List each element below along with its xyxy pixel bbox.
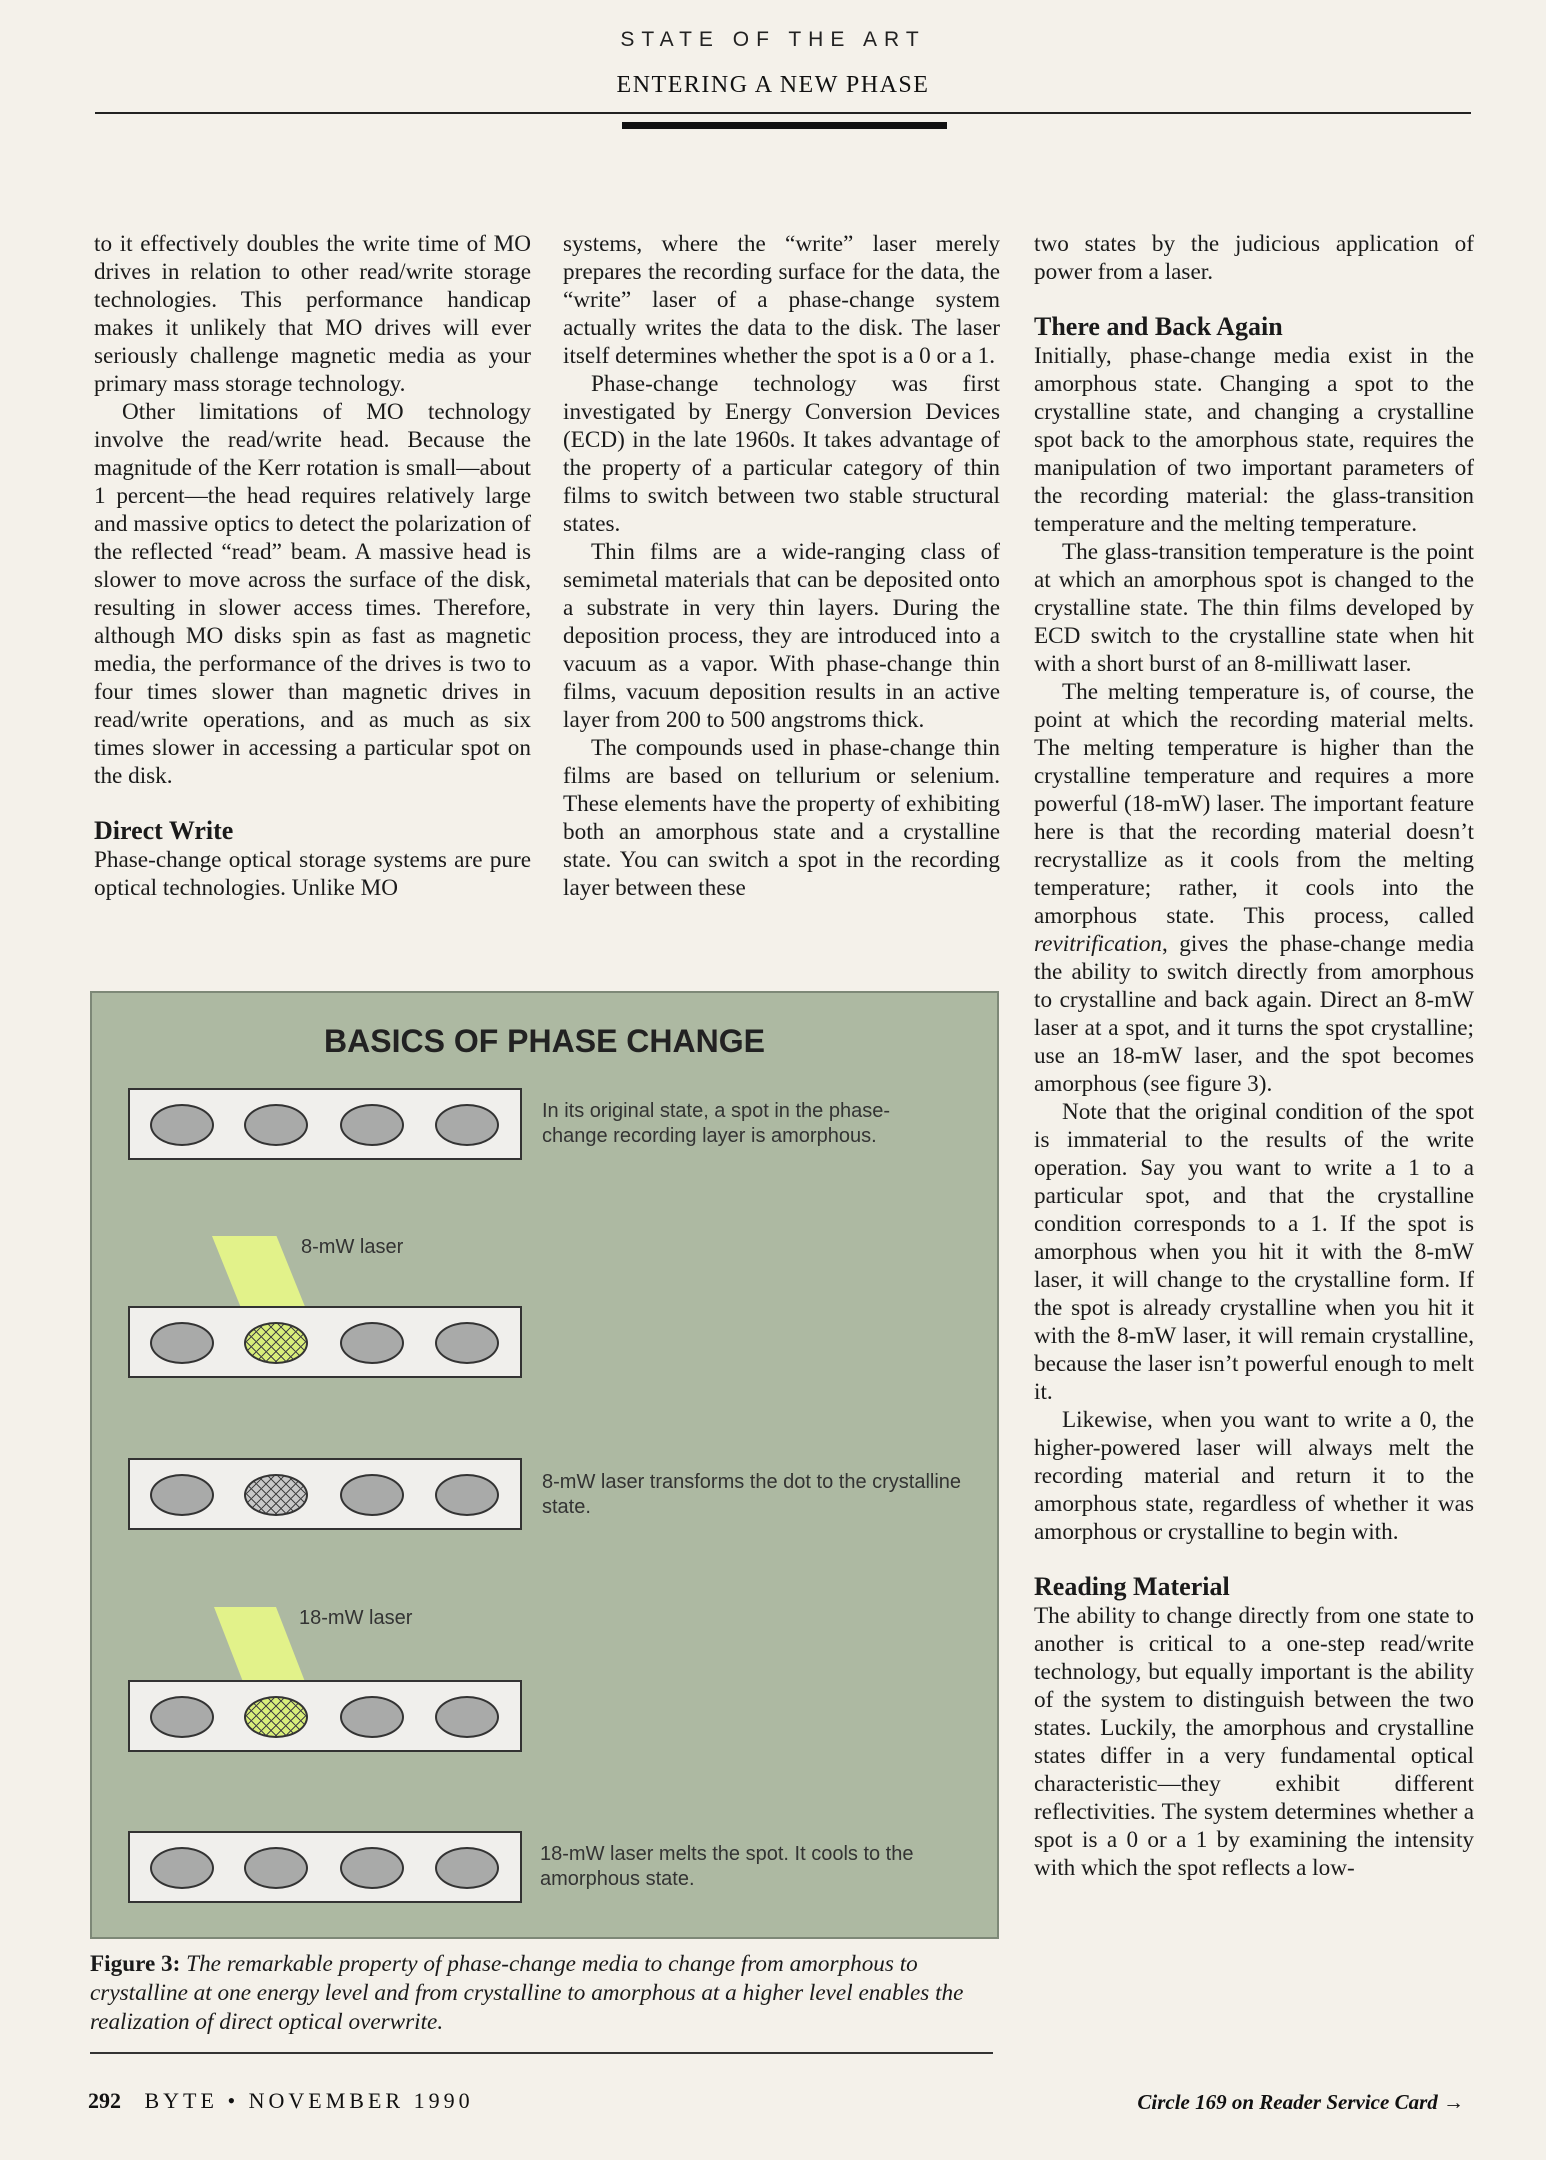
figure-note-original: In its original state, a spot in the phase-change recording layer is amorphous. [542, 1100, 890, 1147]
amorphous-spot [244, 1104, 308, 1146]
amorphous-spot [340, 1322, 404, 1364]
paragraph: systems, where the “write” laser merely prepares the recording surface for the data, the “write” laser of a phase-change system actually writes the data to the disk. The laser itself determines whether the spot is a 0 or a 1. [563, 231, 1000, 369]
amorphous-spot [435, 1104, 499, 1146]
amorphous-spot [435, 1474, 499, 1516]
column-3 [1034, 230, 1474, 1882]
crystalline-spot [244, 1474, 308, 1516]
amorphous-spot [435, 1847, 499, 1889]
paragraph: to it effectively doubles the write time of MO drives in relation to other read/write storage technologies. This performance handicap makes it unlikely that MO drives will ever seriously challenge magnetic media as your primary mass storage technology. [94, 231, 531, 397]
paragraph: two states by the judicious application of power from a laser. [1034, 231, 1474, 285]
amorphous-spot [435, 1696, 499, 1738]
amorphous-spot [150, 1104, 214, 1146]
page-title: ENTERING A NEW PHASE [616, 72, 930, 98]
figure-note-melt: 18-mW laser melts the spot. It cools to the amorphous state. [540, 1843, 914, 1890]
column-2 [563, 230, 1000, 902]
paragraph: Initially, phase-change media exist in the amorphous state. Changing a spot to the crystalline state, and changing a crystalline spot back to the amorphous state, requires the manipulation of two important parameters of the recording material: the glass-transition temperature and the melting temperature. [1034, 343, 1474, 537]
crystalline-spot-lit [244, 1696, 308, 1738]
header-rule [95, 112, 1471, 114]
paragraph: Other limitations of MO technology involve the read/write head. Because the magnitude of the Kerr rotation is small—about 1 percent—the head requires relatively large and massive optics to detect the polarization of the reflected “read” beam. A massive head is slower to move across the surface of the disk, resulting in slower access times. Therefore, although MO disks spin as fast as magnetic media, the performance of the drives is two to four times slower than magnetic drives in read/write operations, and as much as six times slower in accessing a particular spot on the disk. [94, 399, 531, 789]
paragraph: The glass-transition temperature is the point at which an amorphous spot is changed to the crystalline state. The thin films developed by ECD switch to the crystalline state when hit with a short burst of an 8-milliwatt laser. [1034, 539, 1474, 677]
figure-caption [90, 1950, 995, 2037]
section-heading-reading-material: Reading Material [1034, 1572, 1230, 1601]
recording-layer-strip [128, 1088, 522, 1160]
recording-layer-strip [128, 1831, 522, 1903]
amorphous-spot [340, 1104, 404, 1146]
page-number: 292 [88, 2088, 121, 2113]
amorphous-spot [244, 1847, 308, 1889]
column-1 [94, 230, 531, 902]
figure-caption-label: Figure 3: [90, 1951, 181, 1977]
caption-rule [90, 2052, 993, 2054]
footer-folio [88, 2088, 474, 2114]
amorphous-spot [340, 1847, 404, 1889]
amorphous-spot [150, 1474, 214, 1516]
amorphous-spot [150, 1322, 214, 1364]
paragraph: Thin films are a wide-ranging class of semimetal materials that can be deposited onto a substrate in very thin layers. During the deposition process, they are introduced into a vacuum as a vapor. With phase-change thin films, vacuum deposition results in an active layer from 200 to 500 angstroms thick. [563, 539, 1000, 733]
reader-service-note: Circle 169 on Reader Service Card → [1137, 2090, 1464, 2114]
header-accent-bar [622, 122, 947, 129]
section-header: STATE OF THE ART [620, 28, 926, 51]
text-run: The melting temperature is, of course, the point at which the recording material melts. The melting temperature is higher than the crystalline temperature and requires a more powerful (18-mW) laser. The important feature here is that the recording material doesn’t recrystallize as it cools from the melting temperature; rather, it cools into the amorphous state. This process, called [1034, 679, 1474, 929]
figure-note-transform: 8-mW laser transforms the dot to the crystalline state. [542, 1471, 962, 1518]
figure-title: BASICS OF PHASE CHANGE [324, 1023, 765, 1059]
paragraph [1034, 678, 1474, 1098]
laser-label-18mw: 18-mW laser [299, 1607, 413, 1629]
amorphous-spot [340, 1474, 404, 1516]
recording-layer-strip [128, 1306, 522, 1378]
section-heading-direct-write: Direct Write [94, 816, 234, 845]
paragraph: Note that the original condition of the spot is immaterial to the results of the write operation. Say you want to write a 1 to a particular spot, and that the crystalline condition corresponds to a 1. If the spot is amorphous when you hit it with the 8-mW laser, it will change to the crystalline form. If the spot is already crystalline when you hit it with the 8-mW laser, it will remain crystalline, because the laser isn’t powerful enough to melt it. [1034, 1099, 1474, 1405]
figure-phase-change [90, 991, 999, 1939]
paragraph: Phase-change optical storage systems are pure optical technologies. Unlike MO [94, 847, 531, 901]
magazine-issue: BYTE • NOVEMBER 1990 [144, 2088, 474, 2113]
emphasis: revitrification [1034, 931, 1162, 957]
recording-layer-strip [128, 1458, 522, 1530]
paragraph: Phase-change technology was first investigated by Energy Conversion Devices (ECD) in the late 1960s. It takes advantage of the property of a particular category of thin films to switch between two stable structural states. [563, 371, 1000, 537]
figure-caption-text: The remarkable property of phase-change media to change from amorphous to crystalline at one energy level and from crystalline to amorphous at a higher level enables the realization of direct optical overwrite. [90, 1951, 964, 2035]
recording-layer-strip [128, 1680, 522, 1752]
text-run: , gives the phase-change media the ability to switch directly from amorphous to crystalline and back again. Direct an 8-mW laser at a spot, and it turns the spot crystalline; use an 18-mW laser, and the spot becomes amorphous (see figure 3). [1034, 931, 1474, 1097]
paragraph: Likewise, when you want to write a 0, the higher-powered laser will always melt the recording material and return it to the amorphous state, regardless of whether it was amorphous or crystalline to begin with. [1034, 1407, 1474, 1545]
laser-label-8mw: 8-mW laser [301, 1236, 404, 1258]
amorphous-spot [150, 1696, 214, 1738]
paragraph: The ability to change directly from one state to another is critical to a one-step read/write technology, but equally important is the ability of the system to distinguish between the two states. Luckily, the amorphous and crystalline states differ in a very fundamental optical characteristic—they exhibit different reflectivities. The system determines whether a spot is a 0 or a 1 by examining the intensity with which the spot reflects a low- [1034, 1603, 1474, 1881]
amorphous-spot [340, 1696, 404, 1738]
amorphous-spot [150, 1847, 214, 1889]
amorphous-spot [435, 1322, 499, 1364]
paragraph: The compounds used in phase-change thin films are based on tellurium or selenium. These elements have the property of exhibiting both an amorphous state and a crystalline state. You can switch a spot in the recording layer between these [563, 735, 1000, 901]
crystalline-spot-lit [244, 1322, 308, 1364]
section-heading-there-and-back: There and Back Again [1034, 312, 1283, 341]
